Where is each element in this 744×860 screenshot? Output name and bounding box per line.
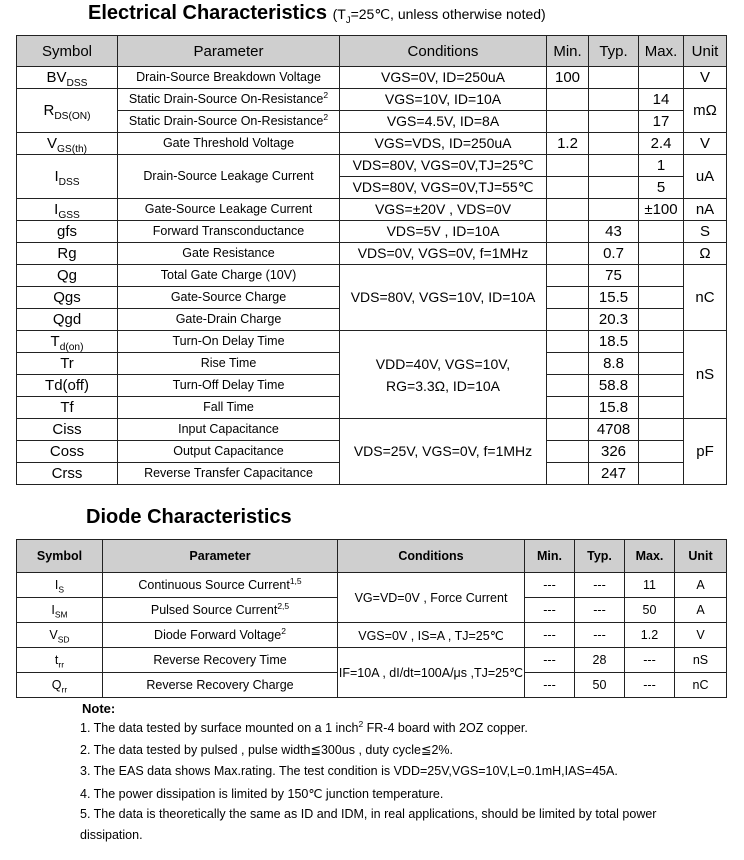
typ-cell: 15.8 xyxy=(589,397,639,419)
header-min: Min. xyxy=(525,540,575,573)
parameter-cell: Fall Time xyxy=(118,397,340,419)
typ-cell: 15.5 xyxy=(589,287,639,309)
header-unit: Unit xyxy=(675,540,727,573)
conditions-cell: VDS=5V , ID=10A xyxy=(340,221,547,243)
table-row xyxy=(17,133,727,155)
table-row xyxy=(17,221,727,243)
unit-cell: pF xyxy=(684,419,727,485)
parameter-cell: Diode Forward Voltage$^2$ xyxy=(103,623,338,648)
parameter-cell: Input Capacitance xyxy=(118,419,340,441)
note-5-continued: dissipation. xyxy=(80,828,143,842)
table-row xyxy=(17,243,727,265)
symbol-cell: $I_{GSS}$ xyxy=(17,199,118,221)
parameter-cell: Reverse Recovery Time xyxy=(103,648,338,673)
parameter-cell: Gate-Source Charge xyxy=(118,287,340,309)
typ-cell xyxy=(589,67,639,89)
symbol-cell: $I_{DSS}$ xyxy=(17,155,118,199)
conditions-cell: VDS=0V, VGS=0V, f=1MHz xyxy=(340,243,547,265)
unit-cell: mΩ xyxy=(684,89,727,133)
header-max: Max. xyxy=(625,540,675,573)
parameter-cell: Static Drain-Source On-Resistance$^2$ xyxy=(118,89,340,111)
conditions-cell: VGS=10V, ID=10A xyxy=(340,89,547,111)
header-symbol: Symbol xyxy=(17,540,103,573)
typ-cell: 75 xyxy=(589,265,639,287)
typ-cell xyxy=(589,155,639,177)
header-symbol: Symbol xyxy=(17,36,118,67)
symbol-cell: $I_{SM}$ xyxy=(17,598,103,623)
parameter-cell: Total Gate Charge (10V) xyxy=(118,265,340,287)
max-cell xyxy=(639,309,684,331)
parameter-cell: Reverse Transfer Capacitance xyxy=(118,463,340,485)
diode-characteristics-table xyxy=(16,539,727,698)
min-cell xyxy=(547,89,589,111)
parameter-cell: Pulsed Source Current$^{2,5}$ xyxy=(103,598,338,623)
parameter-cell: Forward Transconductance xyxy=(118,221,340,243)
min-cell xyxy=(547,309,589,331)
max-cell xyxy=(639,67,684,89)
min-cell xyxy=(547,353,589,375)
header-typ: Typ. xyxy=(589,36,639,67)
symbol-cell: $I_S$ xyxy=(17,573,103,598)
min-cell: --- xyxy=(525,573,575,598)
min-cell: --- xyxy=(525,673,575,698)
conditions-cell: VGS=VDS, ID=250uA xyxy=(340,133,547,155)
parameter-cell: Reverse Recovery Charge xyxy=(103,673,338,698)
symbol-cell: Ciss xyxy=(17,419,118,441)
min-cell: --- xyxy=(525,598,575,623)
conditions-cell: VDS=80V, VGS=10V, ID=10A xyxy=(340,265,547,331)
table-row xyxy=(17,573,727,598)
conditions-cell: VGS=±20V , VDS=0V xyxy=(340,199,547,221)
table-row xyxy=(17,111,727,133)
max-cell xyxy=(639,419,684,441)
min-cell xyxy=(547,419,589,441)
max-cell: 1.2 xyxy=(625,623,675,648)
min-cell xyxy=(547,287,589,309)
table-row xyxy=(17,331,727,353)
max-cell xyxy=(639,353,684,375)
max-cell: 5 xyxy=(639,177,684,199)
max-cell xyxy=(639,265,684,287)
max-cell xyxy=(639,441,684,463)
conditions-cell: VG=VD=0V , Force Current xyxy=(338,573,525,623)
symbol-cell: Td(off) xyxy=(17,375,118,397)
min-cell xyxy=(547,463,589,485)
max-cell xyxy=(639,331,684,353)
typ-cell: 247 xyxy=(589,463,639,485)
table-row xyxy=(17,155,727,177)
max-cell xyxy=(639,463,684,485)
max-cell: 11 xyxy=(625,573,675,598)
electrical-characteristics-table xyxy=(16,35,727,485)
typ-cell: --- xyxy=(575,573,625,598)
symbol-cell: $BV_{DSS}$ xyxy=(17,67,118,89)
typ-cell: 50 xyxy=(575,673,625,698)
unit-cell: V xyxy=(684,67,727,89)
parameter-cell: Rise Time xyxy=(118,353,340,375)
min-cell xyxy=(547,441,589,463)
parameter-cell: Output Capacitance xyxy=(118,441,340,463)
conditions-cell: VDS=80V, VGS=0V,TJ=25℃ xyxy=(340,155,547,177)
note-2: 2. The data tested by pulsed , pulse width≦300us , duty cycle≦2%. xyxy=(80,743,454,757)
max-cell xyxy=(639,375,684,397)
typ-cell xyxy=(589,199,639,221)
max-cell: 2.4 xyxy=(639,133,684,155)
min-cell: 1.2 xyxy=(547,133,589,155)
header-unit: Unit xyxy=(684,36,727,67)
table-row xyxy=(17,265,727,287)
symbol-cell: gfs xyxy=(17,221,118,243)
parameter-cell: Drain-Source Breakdown Voltage xyxy=(118,67,340,89)
electrical-characteristics-heading: Electrical Characteristics ($T_J=25℃$, unless otherwise noted) xyxy=(88,2,546,26)
typ-cell: --- xyxy=(575,623,625,648)
symbol-cell: Tf xyxy=(17,397,118,419)
parameter-cell: Gate-Drain Charge xyxy=(118,309,340,331)
symbol-cell: Tr xyxy=(17,353,118,375)
typ-cell: 58.8 xyxy=(589,375,639,397)
typ-cell: --- xyxy=(575,598,625,623)
conditions-cell: VGS=0V, ID=250uA xyxy=(340,67,547,89)
max-cell: 14 xyxy=(639,89,684,111)
min-cell xyxy=(547,375,589,397)
unit-cell: A xyxy=(675,573,727,598)
max-cell xyxy=(639,243,684,265)
note-4: 4. The power dissipation is limited by 150℃ junction temperature. xyxy=(80,787,444,801)
min-cell xyxy=(547,243,589,265)
table-row xyxy=(17,67,727,89)
parameter-cell: Turn-On Delay Time xyxy=(118,331,340,353)
note-3: 3. The EAS data shows Max.rating. The test condition is VDD=25V,VGS=10V,L=0.1mH,IAS=45A. xyxy=(80,764,618,778)
unit-cell: uA xyxy=(684,155,727,199)
max-cell: ±100 xyxy=(639,199,684,221)
unit-cell: nC xyxy=(675,673,727,698)
symbol-cell: $V_{SD}$ xyxy=(17,623,103,648)
max-cell: 50 xyxy=(625,598,675,623)
max-cell: 17 xyxy=(639,111,684,133)
min-cell xyxy=(547,397,589,419)
parameter-cell: Turn-Off Delay Time xyxy=(118,375,340,397)
min-cell: --- xyxy=(525,648,575,673)
header-parameter: Parameter xyxy=(103,540,338,573)
conditions-cell: VDS=80V, VGS=0V,TJ=55℃ xyxy=(340,177,547,199)
parameter-cell: Gate-Source Leakage Current xyxy=(118,199,340,221)
conditions-cell: VDS=25V, VGS=0V, f=1MHz xyxy=(340,419,547,485)
max-cell: --- xyxy=(625,673,675,698)
parameter-cell: Gate Resistance xyxy=(118,243,340,265)
typ-cell: 326 xyxy=(589,441,639,463)
header-typ: Typ. xyxy=(575,540,625,573)
max-cell xyxy=(639,287,684,309)
conditions-cell: VGS=0V , IS=A , TJ=25℃ xyxy=(338,623,525,648)
table-row xyxy=(17,623,727,648)
unit-cell: V xyxy=(684,133,727,155)
typ-cell xyxy=(589,89,639,111)
table-row xyxy=(17,419,727,441)
typ-cell: 8.8 xyxy=(589,353,639,375)
max-cell: 1 xyxy=(639,155,684,177)
max-cell xyxy=(639,221,684,243)
min-cell xyxy=(547,265,589,287)
note-5: 5. The data is theoretically the same as ID and IDM, in real applications, should be limited by total power xyxy=(80,807,657,821)
unit-cell: nA xyxy=(684,199,727,221)
parameter-cell: Drain-Source Leakage Current xyxy=(118,155,340,199)
unit-cell: Ω xyxy=(684,243,727,265)
symbol-cell: Coss xyxy=(17,441,118,463)
symbol-cell: $Q_{rr}$ xyxy=(17,673,103,698)
header-min: Min. xyxy=(547,36,589,67)
typ-cell xyxy=(589,177,639,199)
table-row xyxy=(17,199,727,221)
parameter-cell: Continuous Source Current$^{1,5}$ xyxy=(103,573,338,598)
symbol-cell: $V_{GS(th)}$ xyxy=(17,133,118,155)
min-cell: --- xyxy=(525,623,575,648)
table-row xyxy=(17,648,727,673)
diode-characteristics-heading: Diode Characteristics xyxy=(86,506,292,528)
min-cell xyxy=(547,199,589,221)
parameter-cell: Static Drain-Source On-Resistance$^2$ xyxy=(118,111,340,133)
symbol-cell: $T_{d(on)}$ xyxy=(17,331,118,353)
min-cell xyxy=(547,331,589,353)
symbol-cell: Crss xyxy=(17,463,118,485)
symbol-cell: $t_{rr}$ xyxy=(17,648,103,673)
conditions-cell: VGS=4.5V, ID=8A xyxy=(340,111,547,133)
min-cell xyxy=(547,177,589,199)
min-cell xyxy=(547,111,589,133)
symbol-cell: Qgs xyxy=(17,287,118,309)
header-conditions: Conditions xyxy=(338,540,525,573)
parameter-cell: Gate Threshold Voltage xyxy=(118,133,340,155)
typ-cell: 43 xyxy=(589,221,639,243)
note-1: 1. The data tested by surface mounted on a 1 inch$^2$ FR-4 board with 2OZ copper. xyxy=(80,718,528,735)
unit-cell: A xyxy=(675,598,727,623)
max-cell: --- xyxy=(625,648,675,673)
unit-cell: nS xyxy=(684,331,727,419)
min-cell xyxy=(547,155,589,177)
header-conditions: Conditions xyxy=(340,36,547,67)
notes-title: Note: xyxy=(82,701,116,716)
symbol-cell: $R_{DS(ON)}$ xyxy=(17,89,118,133)
symbol-cell: Rg xyxy=(17,243,118,265)
unit-cell: S xyxy=(684,221,727,243)
unit-cell: nS xyxy=(675,648,727,673)
symbol-cell: Qg xyxy=(17,265,118,287)
typ-cell: 18.5 xyxy=(589,331,639,353)
typ-cell: 4708 xyxy=(589,419,639,441)
header-max: Max. xyxy=(639,36,684,67)
typ-cell xyxy=(589,133,639,155)
header-parameter: Parameter xyxy=(118,36,340,67)
unit-cell: V xyxy=(675,623,727,648)
typ-cell: 28 xyxy=(575,648,625,673)
table-header-row xyxy=(17,36,727,67)
typ-cell: 0.7 xyxy=(589,243,639,265)
table-row xyxy=(17,89,727,111)
typ-cell xyxy=(589,111,639,133)
conditions-cell: IF=10A , dI/dt=100A/μs ,TJ=25℃ xyxy=(338,648,525,698)
min-cell: 100 xyxy=(547,67,589,89)
min-cell xyxy=(547,221,589,243)
max-cell xyxy=(639,397,684,419)
conditions-cell: VDD=40V, VGS=10V, RG=3.3Ω, ID=10A xyxy=(340,331,547,419)
symbol-cell: Qgd xyxy=(17,309,118,331)
unit-cell: nC xyxy=(684,265,727,331)
typ-cell: 20.3 xyxy=(589,309,639,331)
table-header-row xyxy=(17,540,727,573)
